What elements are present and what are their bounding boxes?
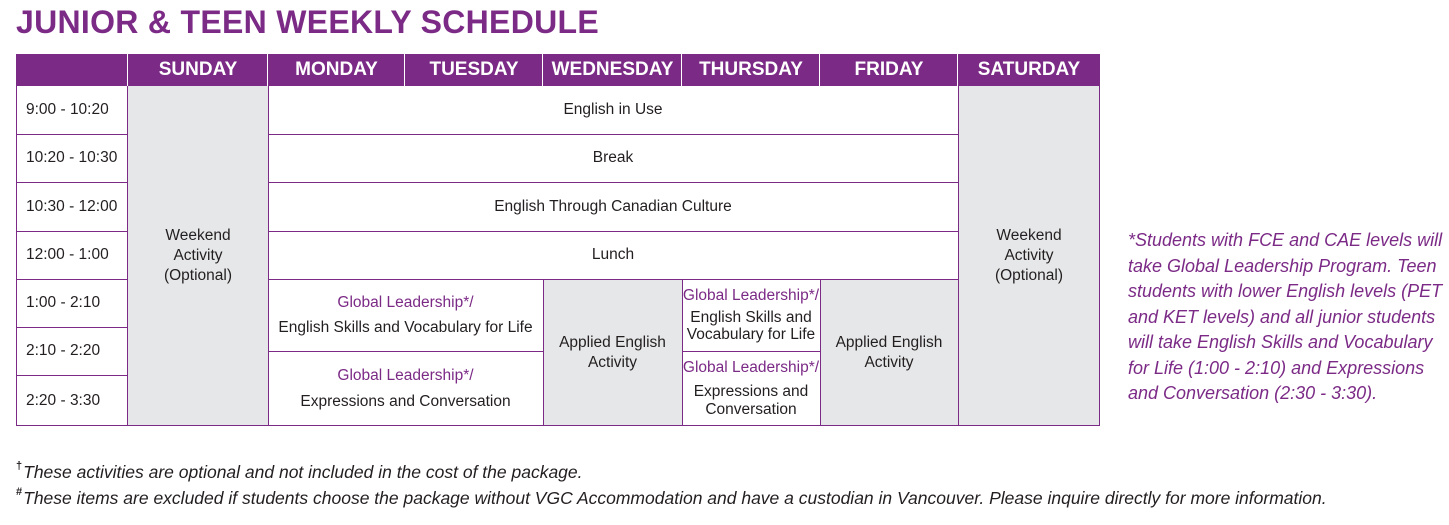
global-leadership-label: Global Leadership*/ [682,286,820,304]
weekend-line: Weekend [996,226,1062,244]
header-divider [404,54,405,86]
header-thursday: THURSDAY [682,54,820,86]
grid-line [16,425,1100,426]
activity-line: English Skills and [690,308,812,326]
grid-line [16,86,17,426]
time-slot: 10:20 - 10:30 [16,135,128,183]
activity-line: Vocabulary for Life [686,326,816,344]
page-title: JUNIOR & TEEN WEEKLY SCHEDULE [16,4,600,40]
weekend-line: (Optional) [163,267,233,285]
footnote-text: These activities are optional and not included in the cost of the package. [23,462,583,482]
schedule-table [16,54,1100,426]
global-leadership-label: Global Leadership*/ [337,293,474,311]
header-divider [957,54,958,86]
time-slot: 1:00 - 2:10 [16,280,128,328]
footnote-mark: # [16,486,23,498]
time-slot: 9:00 - 10:20 [16,86,128,135]
saturday-weekend-activity [958,86,1100,426]
global-leadership-label: Global Leadership*/ [682,359,820,377]
header-divider [542,54,543,86]
header-divider [681,54,682,86]
mon-tue-block-1 [268,280,543,352]
grid-line [543,280,544,426]
weekend-line: Activity [1004,246,1054,264]
activity-label: Expressions and Conversation [300,392,511,410]
grid-line [268,86,269,426]
thursday-block-2 [682,352,820,426]
thursday-block-1 [682,280,820,352]
leadership-note: *Students with FCE and CAE levels will take Global Leadership Program. Teen students with lower English levels (PET and KET levels) and all junior students will take English Skills and Vocabulary for Life (1:00 - 2:10) and Expressions and Conversation (2:30 - 3:30). [1128,230,1443,403]
weekend-line: Activity [173,246,223,264]
header-divider [127,54,128,86]
block-lunch: Lunch [268,232,958,280]
footnote-excluded [16,488,1327,509]
header-friday: FRIDAY [820,54,958,86]
block-canadian-culture: English Through Canadian Culture [268,183,958,232]
mon-tue-block-2 [268,352,543,426]
block-english-in-use: English in Use [268,86,958,135]
global-leadership-label: Global Leadership*/ [337,367,474,385]
header-tuesday: TUESDAY [405,54,543,86]
applied-line: Applied English [559,333,666,351]
activity-line: Expressions and [693,383,809,401]
header-sunday: SUNDAY [128,54,268,86]
activity-label: English Skills and Vocabulary for Life [278,319,533,336]
header-wednesday: WEDNESDAY [543,54,682,86]
grid-line [127,86,128,426]
applied-line: Activity [864,354,914,371]
grid-line [682,280,683,426]
grid-line [1099,86,1100,426]
sunday-weekend-activity [128,86,268,426]
applied-line: Applied English [835,333,943,351]
header-corner [16,54,128,86]
footnote-optional [16,462,583,483]
header-saturday: SATURDAY [958,54,1100,86]
grid-line [820,280,821,426]
footnote-mark: † [16,460,23,472]
header-divider [819,54,820,86]
time-slot: 2:10 - 2:20 [16,328,128,376]
header-divider [267,54,268,86]
weekend-line: (Optional) [994,267,1064,285]
footnote-text: These items are excluded if students choose the package without VGC Accommodation and have a custodian in Vancouver. Please inquire directly for more information. [23,488,1327,508]
grid-line [958,86,959,426]
applied-line: Activity [587,354,638,371]
time-slot: 10:30 - 12:00 [16,183,128,232]
header-monday: MONDAY [268,54,405,86]
weekend-line: Weekend [165,226,231,244]
wednesday-applied-english [543,280,682,426]
friday-applied-english [820,280,958,426]
block-break: Break [268,135,958,183]
time-slot: 2:20 - 3:30 [26,391,101,409]
activity-line: Conversation [705,400,797,418]
time-slot: 12:00 - 1:00 [16,232,128,280]
